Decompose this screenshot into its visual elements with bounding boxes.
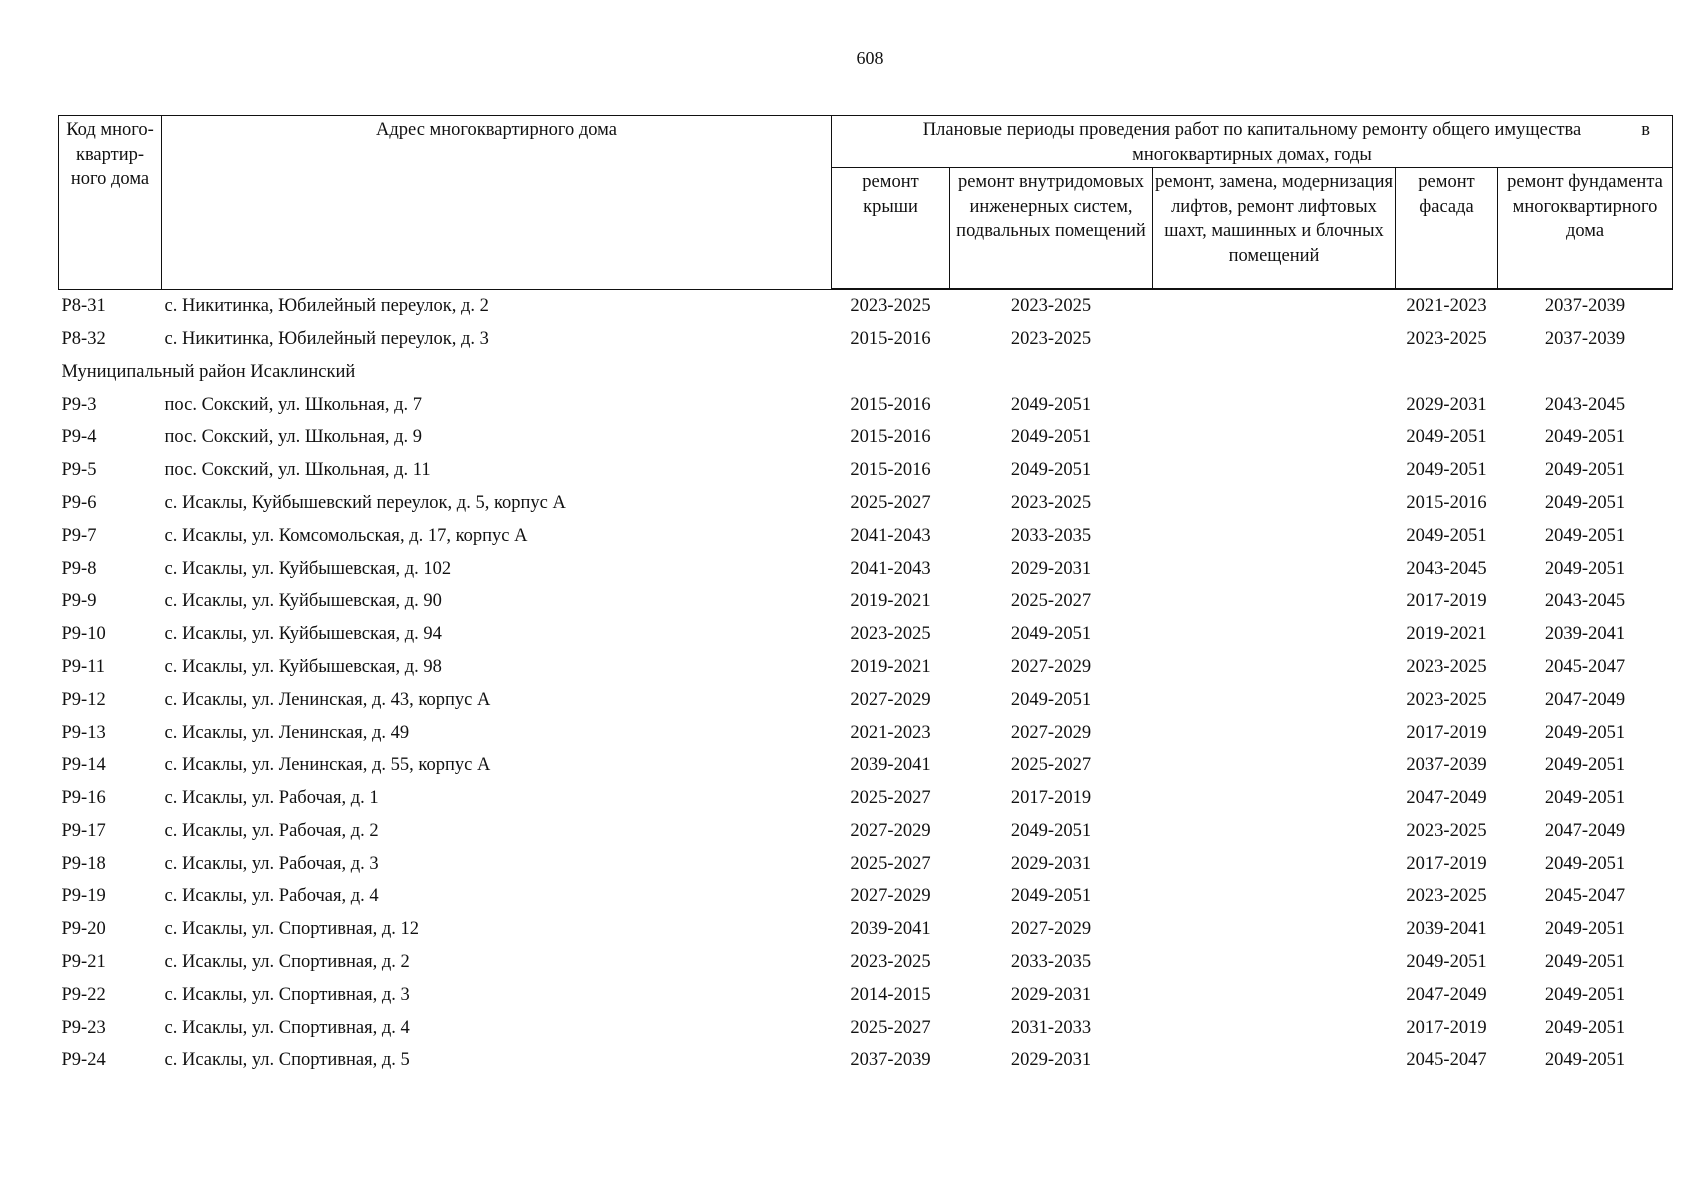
cell-elevator: [1153, 454, 1396, 487]
cell-address: пос. Сокский, ул. Школьная, д. 9: [164, 427, 423, 448]
cell-foundation: 2049-2051: [1544, 558, 1626, 579]
table-row: [59, 454, 1673, 487]
table-row: [59, 684, 1673, 717]
cell-elevator: [1153, 946, 1396, 979]
header-planned-periods-tail: в: [1641, 120, 1651, 140]
table-row: [59, 716, 1673, 749]
cell-code: Р9-4: [61, 427, 97, 448]
cell-elevator: [1153, 684, 1396, 717]
cell-roof: 2025-2027: [850, 492, 931, 513]
cell-roof: 2023-2025: [850, 624, 931, 645]
cell-roof: 2014-2015: [850, 984, 931, 1005]
cell-foundation: 2043-2045: [1544, 394, 1626, 415]
table-row: [59, 618, 1673, 651]
cell-engineering: 2029-2031: [1010, 1050, 1092, 1071]
cell-elevator: [1153, 618, 1396, 651]
cell-address: с. Исаклы, ул. Спортивная, д. 4: [164, 1017, 410, 1038]
header-address: Адрес многоквартирного дома: [162, 116, 832, 290]
page-number: 608: [856, 48, 884, 68]
cell-code: Р9-24: [61, 1050, 106, 1071]
table-row: [59, 946, 1673, 979]
cell-address: с. Исаклы, ул. Рабочая, д. 3: [164, 853, 379, 874]
cell-engineering: 2049-2051: [1010, 820, 1092, 841]
cell-foundation: 2039-2041: [1544, 624, 1626, 645]
table-row: [59, 815, 1673, 848]
cell-roof: 2015-2016: [850, 394, 931, 415]
cell-foundation: 2049-2051: [1544, 755, 1626, 776]
cell-foundation: 2047-2049: [1544, 820, 1626, 841]
cell-foundation: 2045-2047: [1544, 886, 1626, 907]
cell-facade: 2049-2051: [1406, 427, 1487, 448]
cell-facade: 2021-2023: [1406, 296, 1487, 317]
section-row: [59, 356, 1673, 389]
cell-foundation: 2045-2047: [1544, 656, 1626, 677]
cell-address: с. Исаклы, Куйбышевский переулок, д. 5, корпус А: [164, 492, 566, 513]
cell-code: Р9-9: [61, 591, 97, 612]
cell-address: с. Исаклы, ул. Ленинская, д. 55, корпус А: [164, 755, 491, 776]
cell-address: с. Исаклы, ул. Спортивная, д. 2: [164, 952, 410, 973]
cell-facade: 2047-2049: [1406, 788, 1487, 809]
table-row: [59, 1012, 1673, 1045]
cell-engineering: 2027-2029: [1010, 656, 1092, 677]
cell-facade: 2029-2031: [1406, 394, 1487, 415]
header-elevator: ремонт, замена, модернизация лифтов, ремонт лифтовых шахт, машинных и блочных помещений: [1153, 168, 1396, 290]
cell-engineering: 2023-2025: [1010, 492, 1092, 513]
cell-roof: 2041-2043: [850, 558, 931, 579]
cell-facade: 2049-2051: [1406, 952, 1487, 973]
cell-engineering: 2025-2027: [1010, 755, 1092, 776]
header-engineering: ремонт внутридомовых инженерных систем, подвальных помещений: [950, 168, 1153, 290]
cell-address: с. Исаклы, ул. Рабочая, д. 2: [164, 820, 379, 841]
cell-address: с. Никитинка, Юбилейный переулок, д. 2: [164, 295, 489, 316]
cell-facade: 2049-2051: [1406, 525, 1487, 546]
cell-address: с. Исаклы, ул. Куйбышевская, д. 102: [164, 558, 452, 579]
cell-foundation: 2047-2049: [1544, 689, 1626, 710]
cell-code: Р9-8: [61, 558, 97, 579]
header-planned-periods-line1: Плановые периоды проведения работ по капитальному ремонту общего имущества: [922, 120, 1582, 140]
cell-elevator: [1153, 552, 1396, 585]
cell-engineering: 2023-2025: [1010, 296, 1092, 317]
cell-engineering: 2023-2025: [1010, 328, 1092, 349]
cell-facade: 2049-2051: [1406, 460, 1487, 481]
cell-code: Р9-13: [61, 722, 106, 743]
cell-elevator: [1153, 979, 1396, 1012]
table-row: [59, 552, 1673, 585]
cell-code: Р9-6: [61, 492, 97, 513]
cell-roof: 2039-2041: [850, 755, 931, 776]
cell-address: с. Исаклы, ул. Ленинская, д. 49: [164, 722, 410, 743]
cell-engineering: 2049-2051: [1010, 689, 1092, 710]
table-row: [59, 782, 1673, 815]
header-planned-periods-line2: многоквартирных домах, годы: [1132, 144, 1372, 165]
table-row: [59, 520, 1673, 553]
cell-engineering: 2031-2033: [1010, 1017, 1092, 1038]
cell-code: Р9-7: [61, 525, 97, 546]
cell-facade: 2017-2019: [1406, 722, 1487, 743]
cell-facade: 2017-2019: [1406, 853, 1487, 874]
cell-elevator: [1153, 487, 1396, 520]
cell-roof: 2025-2027: [850, 788, 931, 809]
cell-facade: 2023-2025: [1406, 656, 1487, 677]
repair-schedule-table: [58, 115, 1673, 1077]
cell-facade: 2047-2049: [1406, 984, 1487, 1005]
cell-code: Р9-18: [61, 853, 106, 874]
cell-engineering: 2049-2051: [1010, 624, 1092, 645]
header-planned-periods: [832, 116, 1673, 168]
cell-foundation: 2049-2051: [1544, 1050, 1626, 1071]
cell-roof: 2015-2016: [850, 427, 931, 448]
cell-facade: 2023-2025: [1406, 886, 1487, 907]
cell-facade: 2023-2025: [1406, 689, 1487, 710]
cell-address: с. Исаклы, ул. Куйбышевская, д. 98: [164, 656, 442, 677]
cell-roof: 2015-2016: [850, 460, 931, 481]
cell-roof: 2025-2027: [850, 1017, 931, 1038]
cell-roof: 2019-2021: [850, 656, 931, 677]
cell-engineering: 2033-2035: [1010, 952, 1092, 973]
cell-code: Р8-31: [61, 295, 106, 316]
cell-code: Р9-22: [61, 984, 106, 1005]
cell-foundation: 2049-2051: [1544, 788, 1626, 809]
cell-foundation: 2049-2051: [1544, 853, 1626, 874]
header-code: Код много-квартир-ного дома: [59, 116, 162, 290]
table-row: [59, 388, 1673, 421]
cell-foundation: 2049-2051: [1544, 460, 1626, 481]
cell-foundation: 2049-2051: [1544, 952, 1626, 973]
cell-elevator: [1153, 585, 1396, 618]
cell-foundation: 2049-2051: [1544, 525, 1626, 546]
cell-elevator: [1153, 749, 1396, 782]
cell-code: Р9-21: [61, 952, 106, 973]
cell-roof: 2023-2025: [850, 296, 931, 317]
cell-address: с. Исаклы, ул. Спортивная, д. 12: [164, 919, 420, 940]
cell-roof: 2015-2016: [850, 328, 931, 349]
cell-engineering: 2033-2035: [1010, 525, 1092, 546]
cell-engineering: 2049-2051: [1010, 427, 1092, 448]
cell-code: Р9-10: [61, 624, 106, 645]
cell-code: Р8-32: [61, 328, 106, 349]
table-row: [59, 979, 1673, 1012]
cell-roof: 2025-2027: [850, 853, 931, 874]
cell-code: Р9-17: [61, 820, 106, 841]
table-header: [59, 116, 1673, 290]
cell-foundation: 2049-2051: [1544, 919, 1626, 940]
cell-elevator: [1153, 1012, 1396, 1045]
cell-engineering: 2049-2051: [1010, 460, 1092, 481]
cell-engineering: 2017-2019: [1010, 788, 1092, 809]
cell-address: с. Исаклы, ул. Комсомольская, д. 17, корпус А: [164, 525, 528, 546]
cell-engineering: 2049-2051: [1010, 394, 1092, 415]
cell-code: Р9-5: [61, 460, 97, 481]
cell-elevator: [1153, 520, 1396, 553]
table-row: [59, 1044, 1673, 1077]
cell-facade: 2023-2025: [1406, 328, 1487, 349]
cell-roof: 2019-2021: [850, 591, 931, 612]
cell-address: с. Исаклы, ул. Ленинская, д. 43, корпус А: [164, 689, 491, 710]
cell-address: с. Исаклы, ул. Куйбышевская, д. 94: [164, 624, 442, 645]
table-row: [59, 289, 1673, 323]
cell-engineering: 2029-2031: [1010, 853, 1092, 874]
section-title: Муниципальный район Исаклинский: [61, 361, 356, 382]
cell-code: Р9-16: [61, 788, 106, 809]
table-row: [59, 323, 1673, 356]
table-row: [59, 913, 1673, 946]
cell-code: Р9-3: [61, 394, 97, 415]
cell-facade: 2015-2016: [1406, 492, 1487, 513]
cell-roof: 2027-2029: [850, 886, 931, 907]
cell-facade: 2039-2041: [1406, 919, 1487, 940]
cell-roof: 2027-2029: [850, 820, 931, 841]
cell-elevator: [1153, 716, 1396, 749]
cell-elevator: [1153, 913, 1396, 946]
cell-foundation: 2049-2051: [1544, 984, 1626, 1005]
cell-elevator: [1153, 1044, 1396, 1077]
cell-foundation: 2037-2039: [1544, 328, 1626, 349]
cell-address: с. Исаклы, ул. Спортивная, д. 3: [164, 984, 410, 1005]
cell-roof: 2023-2025: [850, 952, 931, 973]
header-facade: ремонт фасада: [1396, 168, 1498, 290]
table-row: [59, 421, 1673, 454]
cell-engineering: 2025-2027: [1010, 591, 1092, 612]
cell-facade: 2017-2019: [1406, 1017, 1487, 1038]
cell-code: Р9-23: [61, 1017, 106, 1038]
cell-foundation: 2049-2051: [1544, 1017, 1626, 1038]
table-row: [59, 651, 1673, 684]
cell-code: Р9-12: [61, 689, 106, 710]
cell-roof: 2027-2029: [850, 689, 931, 710]
cell-roof: 2041-2043: [850, 525, 931, 546]
cell-address: с. Исаклы, ул. Спортивная, д. 5: [164, 1050, 410, 1071]
cell-code: Р9-11: [61, 656, 106, 677]
cell-engineering: 2029-2031: [1010, 558, 1092, 579]
cell-elevator: [1153, 651, 1396, 684]
cell-facade: 2019-2021: [1406, 624, 1487, 645]
cell-address: с. Исаклы, ул. Рабочая, д. 4: [164, 886, 379, 907]
cell-foundation: 2043-2045: [1544, 591, 1626, 612]
cell-address: пос. Сокский, ул. Школьная, д. 11: [164, 460, 431, 481]
table-row: [59, 585, 1673, 618]
cell-facade: 2045-2047: [1406, 1050, 1487, 1071]
cell-code: Р9-19: [61, 886, 106, 907]
table-row: [59, 848, 1673, 881]
cell-address: пос. Сокский, ул. Школьная, д. 7: [164, 394, 423, 415]
cell-foundation: 2049-2051: [1544, 492, 1626, 513]
cell-code: Р9-14: [61, 755, 106, 776]
cell-foundation: 2037-2039: [1544, 296, 1626, 317]
cell-elevator: [1153, 421, 1396, 454]
cell-elevator: [1153, 289, 1396, 323]
table-row: [59, 880, 1673, 913]
cell-code: Р9-20: [61, 919, 106, 940]
cell-elevator: [1153, 815, 1396, 848]
cell-facade: 2043-2045: [1406, 558, 1487, 579]
cell-roof: 2037-2039: [850, 1050, 931, 1071]
cell-facade: 2023-2025: [1406, 820, 1487, 841]
cell-facade: 2037-2039: [1406, 755, 1487, 776]
cell-foundation: 2049-2051: [1544, 427, 1626, 448]
cell-elevator: [1153, 323, 1396, 356]
cell-elevator: [1153, 880, 1396, 913]
cell-roof: 2021-2023: [850, 722, 931, 743]
table-row: [59, 749, 1673, 782]
table-body: [59, 289, 1673, 1077]
cell-engineering: 2049-2051: [1010, 886, 1092, 907]
cell-foundation: 2049-2051: [1544, 722, 1626, 743]
cell-address: с. Исаклы, ул. Рабочая, д. 1: [164, 788, 379, 809]
header-foundation: ремонт фундамента многоквартирного дома: [1498, 168, 1673, 290]
cell-elevator: [1153, 848, 1396, 881]
cell-elevator: [1153, 782, 1396, 815]
cell-elevator: [1153, 388, 1396, 421]
cell-engineering: 2027-2029: [1010, 722, 1092, 743]
cell-facade: 2017-2019: [1406, 591, 1487, 612]
table-row: [59, 487, 1673, 520]
cell-roof: 2039-2041: [850, 919, 931, 940]
cell-address: с. Никитинка, Юбилейный переулок, д. 3: [164, 328, 489, 349]
cell-engineering: 2027-2029: [1010, 919, 1092, 940]
cell-engineering: 2029-2031: [1010, 984, 1092, 1005]
header-roof: ремонт крыши: [832, 168, 950, 290]
cell-address: с. Исаклы, ул. Куйбышевская, д. 90: [164, 591, 442, 612]
